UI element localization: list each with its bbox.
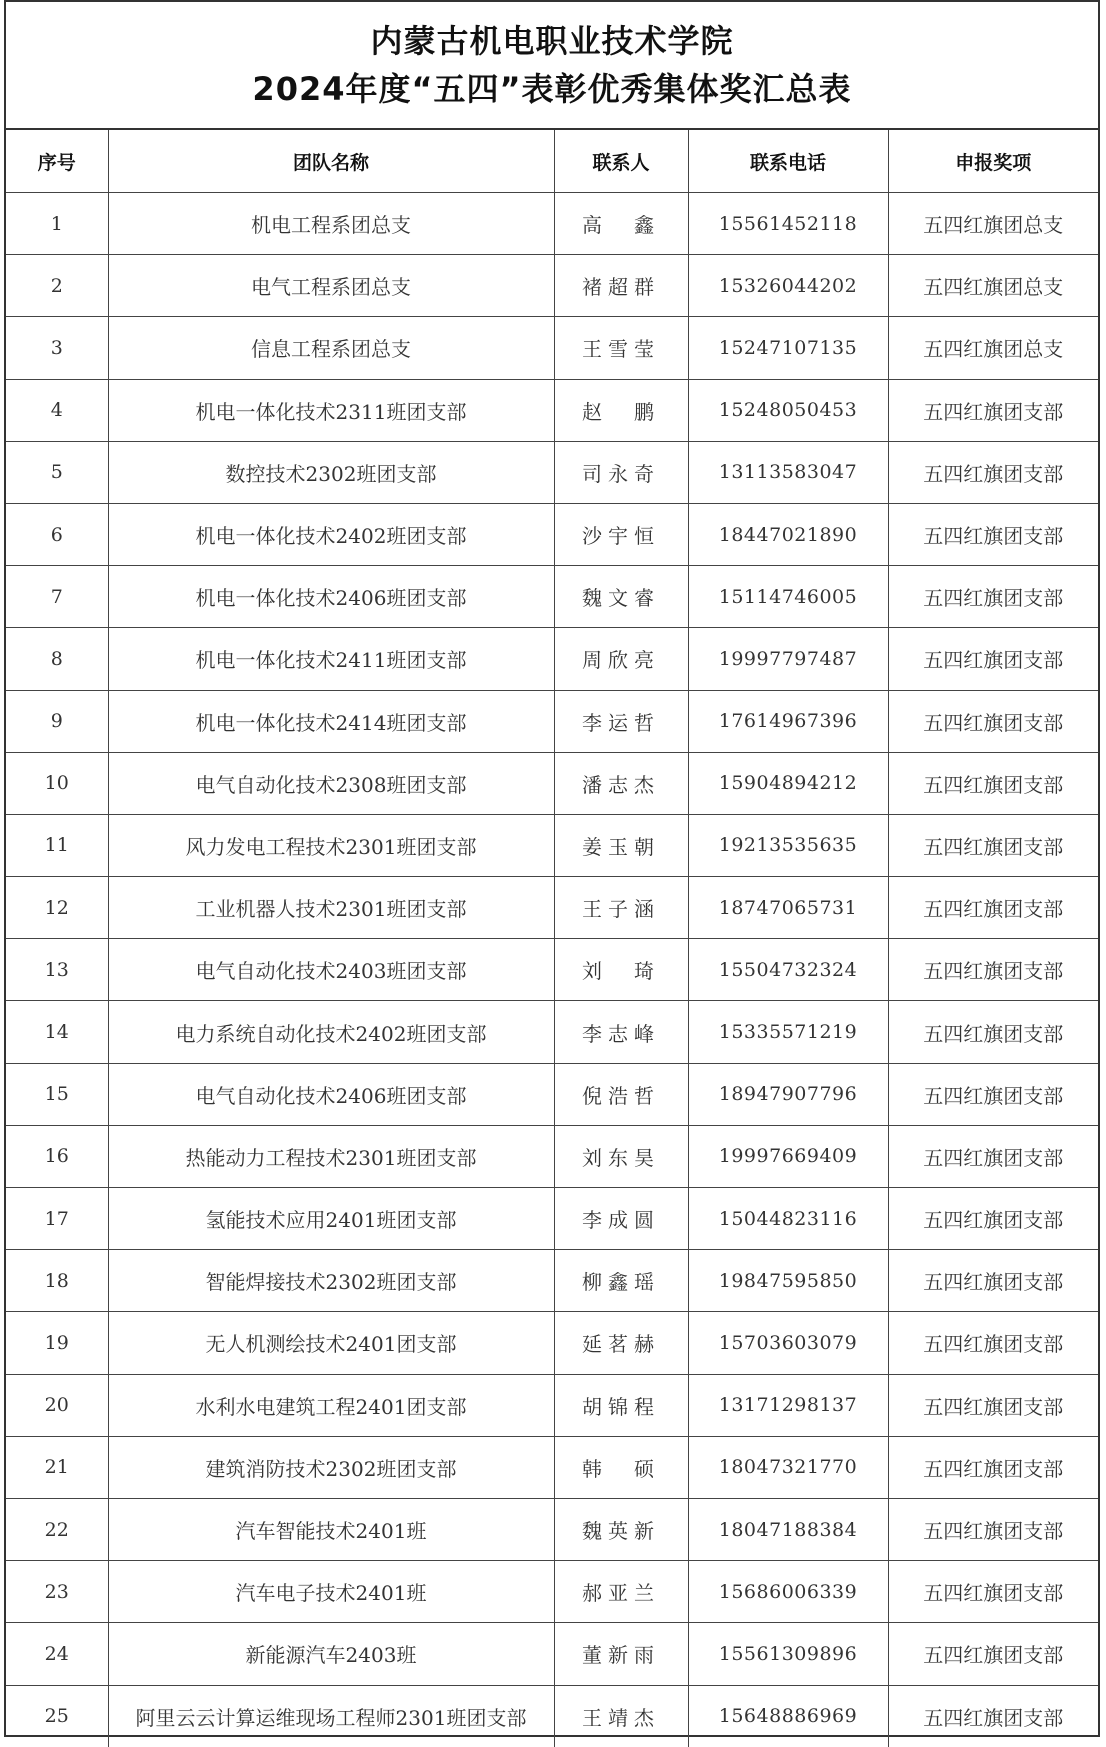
contact-cell: 魏文睿 bbox=[554, 566, 688, 628]
team-name-cell: 机电一体化技术2411班团支部 bbox=[108, 628, 554, 690]
contact-cell: 姜玉朝 bbox=[554, 814, 688, 876]
serial-cell: 17 bbox=[6, 1188, 108, 1250]
serial-cell: 15 bbox=[6, 1063, 108, 1125]
table-row bbox=[6, 1561, 1098, 1623]
serial-cell: 21 bbox=[6, 1436, 108, 1498]
contact-cell: 魏英新 bbox=[554, 1498, 688, 1560]
serial-cell: 2 bbox=[6, 255, 108, 317]
table-row bbox=[6, 193, 1098, 255]
team-name-cell: 智能焊接技术2302班团支部 bbox=[108, 1250, 554, 1312]
team-name-cell: 阿里云云计算运维现场工程师2301班团支部 bbox=[108, 1685, 554, 1747]
phone-cell: 15044823116 bbox=[688, 1188, 888, 1250]
serial-cell: 4 bbox=[6, 379, 108, 441]
contact-cell: 沙宇恒 bbox=[554, 503, 688, 565]
table-row bbox=[6, 814, 1098, 876]
phone-cell: 18747065731 bbox=[688, 877, 888, 939]
award-cell: 五四红旗团支部 bbox=[888, 877, 1098, 939]
title-line-1: 内蒙古机电职业技术学院 bbox=[370, 22, 734, 60]
award-cell: 五四红旗团支部 bbox=[888, 752, 1098, 814]
serial-cell: 10 bbox=[6, 752, 108, 814]
team-name-cell: 水利水电建筑工程2401团支部 bbox=[108, 1374, 554, 1436]
serial-cell: 22 bbox=[6, 1498, 108, 1560]
title-line-2: 2024年度“五四”表彰优秀集体奖汇总表 bbox=[252, 70, 852, 108]
award-cell: 五四红旗团支部 bbox=[888, 939, 1098, 1001]
phone-cell: 15248050453 bbox=[688, 379, 888, 441]
serial-cell: 16 bbox=[6, 1125, 108, 1187]
team-name-cell: 工业机器人技术2301班团支部 bbox=[108, 877, 554, 939]
award-cell: 五四红旗团支部 bbox=[888, 503, 1098, 565]
team-name-cell: 无人机测绘技术2401团支部 bbox=[108, 1312, 554, 1374]
phone-cell: 19997797487 bbox=[688, 628, 888, 690]
award-cell: 五四红旗团支部 bbox=[888, 566, 1098, 628]
contact-cell: 赵 鹏 bbox=[554, 379, 688, 441]
contact-cell: 周欣亮 bbox=[554, 628, 688, 690]
award-cell: 五四红旗团支部 bbox=[888, 1312, 1098, 1374]
award-cell: 五四红旗团支部 bbox=[888, 1498, 1098, 1560]
award-cell: 五四红旗团支部 bbox=[888, 1063, 1098, 1125]
team-name-cell: 机电一体化技术2402班团支部 bbox=[108, 503, 554, 565]
document-title bbox=[6, 2, 1098, 130]
phone-cell: 18447021890 bbox=[688, 503, 888, 565]
award-cell: 五四红旗团总支 bbox=[888, 255, 1098, 317]
award-cell: 五四红旗团总支 bbox=[888, 193, 1098, 255]
contact-cell: 倪浩哲 bbox=[554, 1063, 688, 1125]
award-cell: 五四红旗团总支 bbox=[888, 317, 1098, 379]
award-cell: 五四红旗团支部 bbox=[888, 1250, 1098, 1312]
table-row bbox=[6, 1498, 1098, 1560]
serial-cell: 19 bbox=[6, 1312, 108, 1374]
serial-cell: 11 bbox=[6, 814, 108, 876]
award-cell: 五四红旗团支部 bbox=[888, 1125, 1098, 1187]
serial-cell: 7 bbox=[6, 566, 108, 628]
award-cell: 五四红旗团支部 bbox=[888, 690, 1098, 752]
phone-cell: 15686006339 bbox=[688, 1561, 888, 1623]
phone-cell: 18947907796 bbox=[688, 1063, 888, 1125]
team-name-cell: 汽车智能技术2401班 bbox=[108, 1498, 554, 1560]
phone-cell: 15561452118 bbox=[688, 193, 888, 255]
serial-cell: 5 bbox=[6, 441, 108, 503]
award-cell: 五四红旗团支部 bbox=[888, 1623, 1098, 1685]
contact-cell: 王子涵 bbox=[554, 877, 688, 939]
serial-cell: 20 bbox=[6, 1374, 108, 1436]
serial-cell: 14 bbox=[6, 1001, 108, 1063]
contact-cell: 延茗赫 bbox=[554, 1312, 688, 1374]
serial-cell: 25 bbox=[6, 1685, 108, 1747]
phone-cell: 18047321770 bbox=[688, 1436, 888, 1498]
serial-cell: 6 bbox=[6, 503, 108, 565]
table-row bbox=[6, 441, 1098, 503]
serial-cell: 1 bbox=[6, 193, 108, 255]
team-name-cell: 电气自动化技术2308班团支部 bbox=[108, 752, 554, 814]
table-body bbox=[6, 193, 1098, 1747]
table-row bbox=[6, 877, 1098, 939]
table-row bbox=[6, 1063, 1098, 1125]
phone-cell: 15114746005 bbox=[688, 566, 888, 628]
table-row bbox=[6, 1623, 1098, 1685]
team-name-cell: 热能动力工程技术2301班团支部 bbox=[108, 1125, 554, 1187]
table-header-row bbox=[6, 130, 1098, 193]
award-cell: 五四红旗团支部 bbox=[888, 1374, 1098, 1436]
contact-cell: 刘东昊 bbox=[554, 1125, 688, 1187]
phone-cell: 15247107135 bbox=[688, 317, 888, 379]
contact-cell: 司永奇 bbox=[554, 441, 688, 503]
team-name-cell: 电气工程系团总支 bbox=[108, 255, 554, 317]
serial-cell: 12 bbox=[6, 877, 108, 939]
award-cell: 五四红旗团支部 bbox=[888, 628, 1098, 690]
team-name-cell: 数控技术2302班团支部 bbox=[108, 441, 554, 503]
phone-cell: 19213535635 bbox=[688, 814, 888, 876]
team-name-cell: 信息工程系团总支 bbox=[108, 317, 554, 379]
header-serial: 序号 bbox=[6, 130, 108, 193]
award-summary-sheet bbox=[4, 0, 1100, 1737]
team-name-cell: 新能源汽车2403班 bbox=[108, 1623, 554, 1685]
phone-cell: 15904894212 bbox=[688, 752, 888, 814]
contact-cell: 王靖杰 bbox=[554, 1685, 688, 1747]
table-row bbox=[6, 1125, 1098, 1187]
contact-cell: 潘志杰 bbox=[554, 752, 688, 814]
contact-cell: 王雪莹 bbox=[554, 317, 688, 379]
serial-cell: 18 bbox=[6, 1250, 108, 1312]
serial-cell: 13 bbox=[6, 939, 108, 1001]
phone-cell: 19997669409 bbox=[688, 1125, 888, 1187]
table-row bbox=[6, 1001, 1098, 1063]
phone-cell: 15703603079 bbox=[688, 1312, 888, 1374]
serial-cell: 24 bbox=[6, 1623, 108, 1685]
table-row bbox=[6, 503, 1098, 565]
serial-cell: 3 bbox=[6, 317, 108, 379]
header-phone: 联系电话 bbox=[688, 130, 888, 193]
team-name-cell: 氢能技术应用2401班团支部 bbox=[108, 1188, 554, 1250]
contact-cell: 李成圆 bbox=[554, 1188, 688, 1250]
award-table bbox=[6, 130, 1098, 1747]
phone-cell: 15335571219 bbox=[688, 1001, 888, 1063]
team-name-cell: 建筑消防技术2302班团支部 bbox=[108, 1436, 554, 1498]
award-cell: 五四红旗团支部 bbox=[888, 1685, 1098, 1747]
award-cell: 五四红旗团支部 bbox=[888, 1188, 1098, 1250]
table-row bbox=[6, 255, 1098, 317]
table-row bbox=[6, 1312, 1098, 1374]
contact-cell: 韩 硕 bbox=[554, 1436, 688, 1498]
team-name-cell: 机电一体化技术2414班团支部 bbox=[108, 690, 554, 752]
table-row bbox=[6, 1374, 1098, 1436]
award-cell: 五四红旗团支部 bbox=[888, 1436, 1098, 1498]
table-row bbox=[6, 566, 1098, 628]
contact-cell: 刘 琦 bbox=[554, 939, 688, 1001]
contact-cell: 褚超群 bbox=[554, 255, 688, 317]
contact-cell: 高 鑫 bbox=[554, 193, 688, 255]
team-name-cell: 机电工程系团总支 bbox=[108, 193, 554, 255]
table-row bbox=[6, 1685, 1098, 1747]
phone-cell: 18047188384 bbox=[688, 1498, 888, 1560]
award-cell: 五四红旗团支部 bbox=[888, 1561, 1098, 1623]
table-row bbox=[6, 1188, 1098, 1250]
contact-cell: 李运哲 bbox=[554, 690, 688, 752]
header-contact: 联系人 bbox=[554, 130, 688, 193]
phone-cell: 13171298137 bbox=[688, 1374, 888, 1436]
serial-cell: 8 bbox=[6, 628, 108, 690]
team-name-cell: 电力系统自动化技术2402班团支部 bbox=[108, 1001, 554, 1063]
team-name-cell: 电气自动化技术2403班团支部 bbox=[108, 939, 554, 1001]
header-team-name: 团队名称 bbox=[108, 130, 554, 193]
award-cell: 五四红旗团支部 bbox=[888, 379, 1098, 441]
team-name-cell: 风力发电工程技术2301班团支部 bbox=[108, 814, 554, 876]
table-row bbox=[6, 939, 1098, 1001]
phone-cell: 15561309896 bbox=[688, 1623, 888, 1685]
contact-cell: 胡锦程 bbox=[554, 1374, 688, 1436]
table-row bbox=[6, 1436, 1098, 1498]
table-row bbox=[6, 379, 1098, 441]
table-row bbox=[6, 628, 1098, 690]
team-name-cell: 机电一体化技术2406班团支部 bbox=[108, 566, 554, 628]
table-row bbox=[6, 690, 1098, 752]
team-name-cell: 汽车电子技术2401班 bbox=[108, 1561, 554, 1623]
team-name-cell: 机电一体化技术2311班团支部 bbox=[108, 379, 554, 441]
table-row bbox=[6, 1250, 1098, 1312]
phone-cell: 15648886969 bbox=[688, 1685, 888, 1747]
award-cell: 五四红旗团支部 bbox=[888, 441, 1098, 503]
header-award: 申报奖项 bbox=[888, 130, 1098, 193]
contact-cell: 李志峰 bbox=[554, 1001, 688, 1063]
phone-cell: 15504732324 bbox=[688, 939, 888, 1001]
table-row bbox=[6, 317, 1098, 379]
phone-cell: 15326044202 bbox=[688, 255, 888, 317]
phone-cell: 17614967396 bbox=[688, 690, 888, 752]
contact-cell: 柳鑫瑶 bbox=[554, 1250, 688, 1312]
award-cell: 五四红旗团支部 bbox=[888, 1001, 1098, 1063]
table-row bbox=[6, 752, 1098, 814]
team-name-cell: 电气自动化技术2406班团支部 bbox=[108, 1063, 554, 1125]
phone-cell: 19847595850 bbox=[688, 1250, 888, 1312]
contact-cell: 董新雨 bbox=[554, 1623, 688, 1685]
award-cell: 五四红旗团支部 bbox=[888, 814, 1098, 876]
contact-cell: 郝亚兰 bbox=[554, 1561, 688, 1623]
serial-cell: 23 bbox=[6, 1561, 108, 1623]
phone-cell: 13113583047 bbox=[688, 441, 888, 503]
serial-cell: 9 bbox=[6, 690, 108, 752]
